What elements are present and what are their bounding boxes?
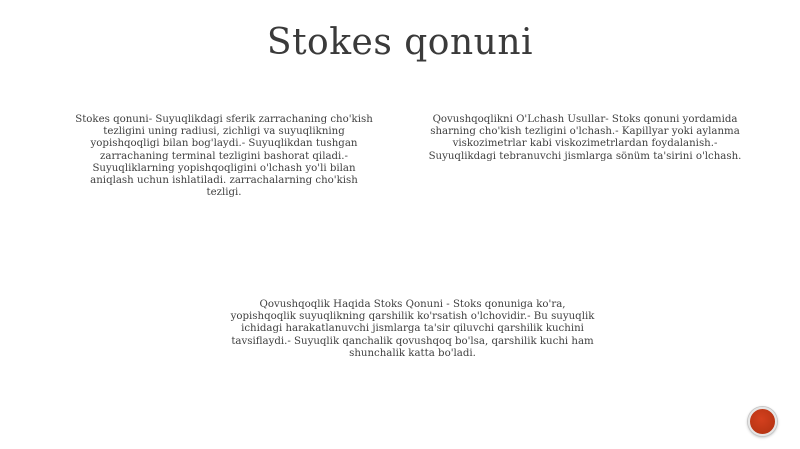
circle-button-icon[interactable] xyxy=(748,407,777,436)
slide-title: Stokes qonuni xyxy=(266,22,534,63)
bottom-text-block: Qovushqoqlik Haqida Stoks Qonuni - Stoks qonuniga ko'ra, yopishqoqlik suyuqlikning qarshilik ko'rsatish o'lchovidir.- Bu suyuqlik ichidagi harakatlanuvchi jismlarga ta'sir qiluvchi qarshilik kuchini tavsiflaydi.- Suyuqlik qanchalik qovushqoq bo'lsa, qarshilik kuchi ham shunchalik katta bo'ladi. xyxy=(230,299,595,359)
left-text-block: Stokes qonuni- Suyuqlikdagi sferik zarrachaning cho'kish tezligini uning radiusi, zichligi va suyuqlikning yopishqoqligi bilan bog'laydi.- Suyuqlikdan tushgan zarrachaning terminal tezligini bashorat qiladi.- Suyuqliklarning yopishqoqligini o'lchash yo'li bilan aniqlash uchun ishlatiladi. zarrachalarning cho'kish tezligi. xyxy=(75,114,373,199)
right-text-block: Qovushqoqlikni O'Lchash Usullar- Stoks qonuni yordamida sharning cho'kish tezligini o'lchash.- Kapillyar yoki aylanma viskozimetrlar kabi viskozimetrlardan foydalanish.- Suyuqlikdagi tebranuvchi jismlarga sönüm ta'sirini o'lchash. xyxy=(428,114,742,162)
